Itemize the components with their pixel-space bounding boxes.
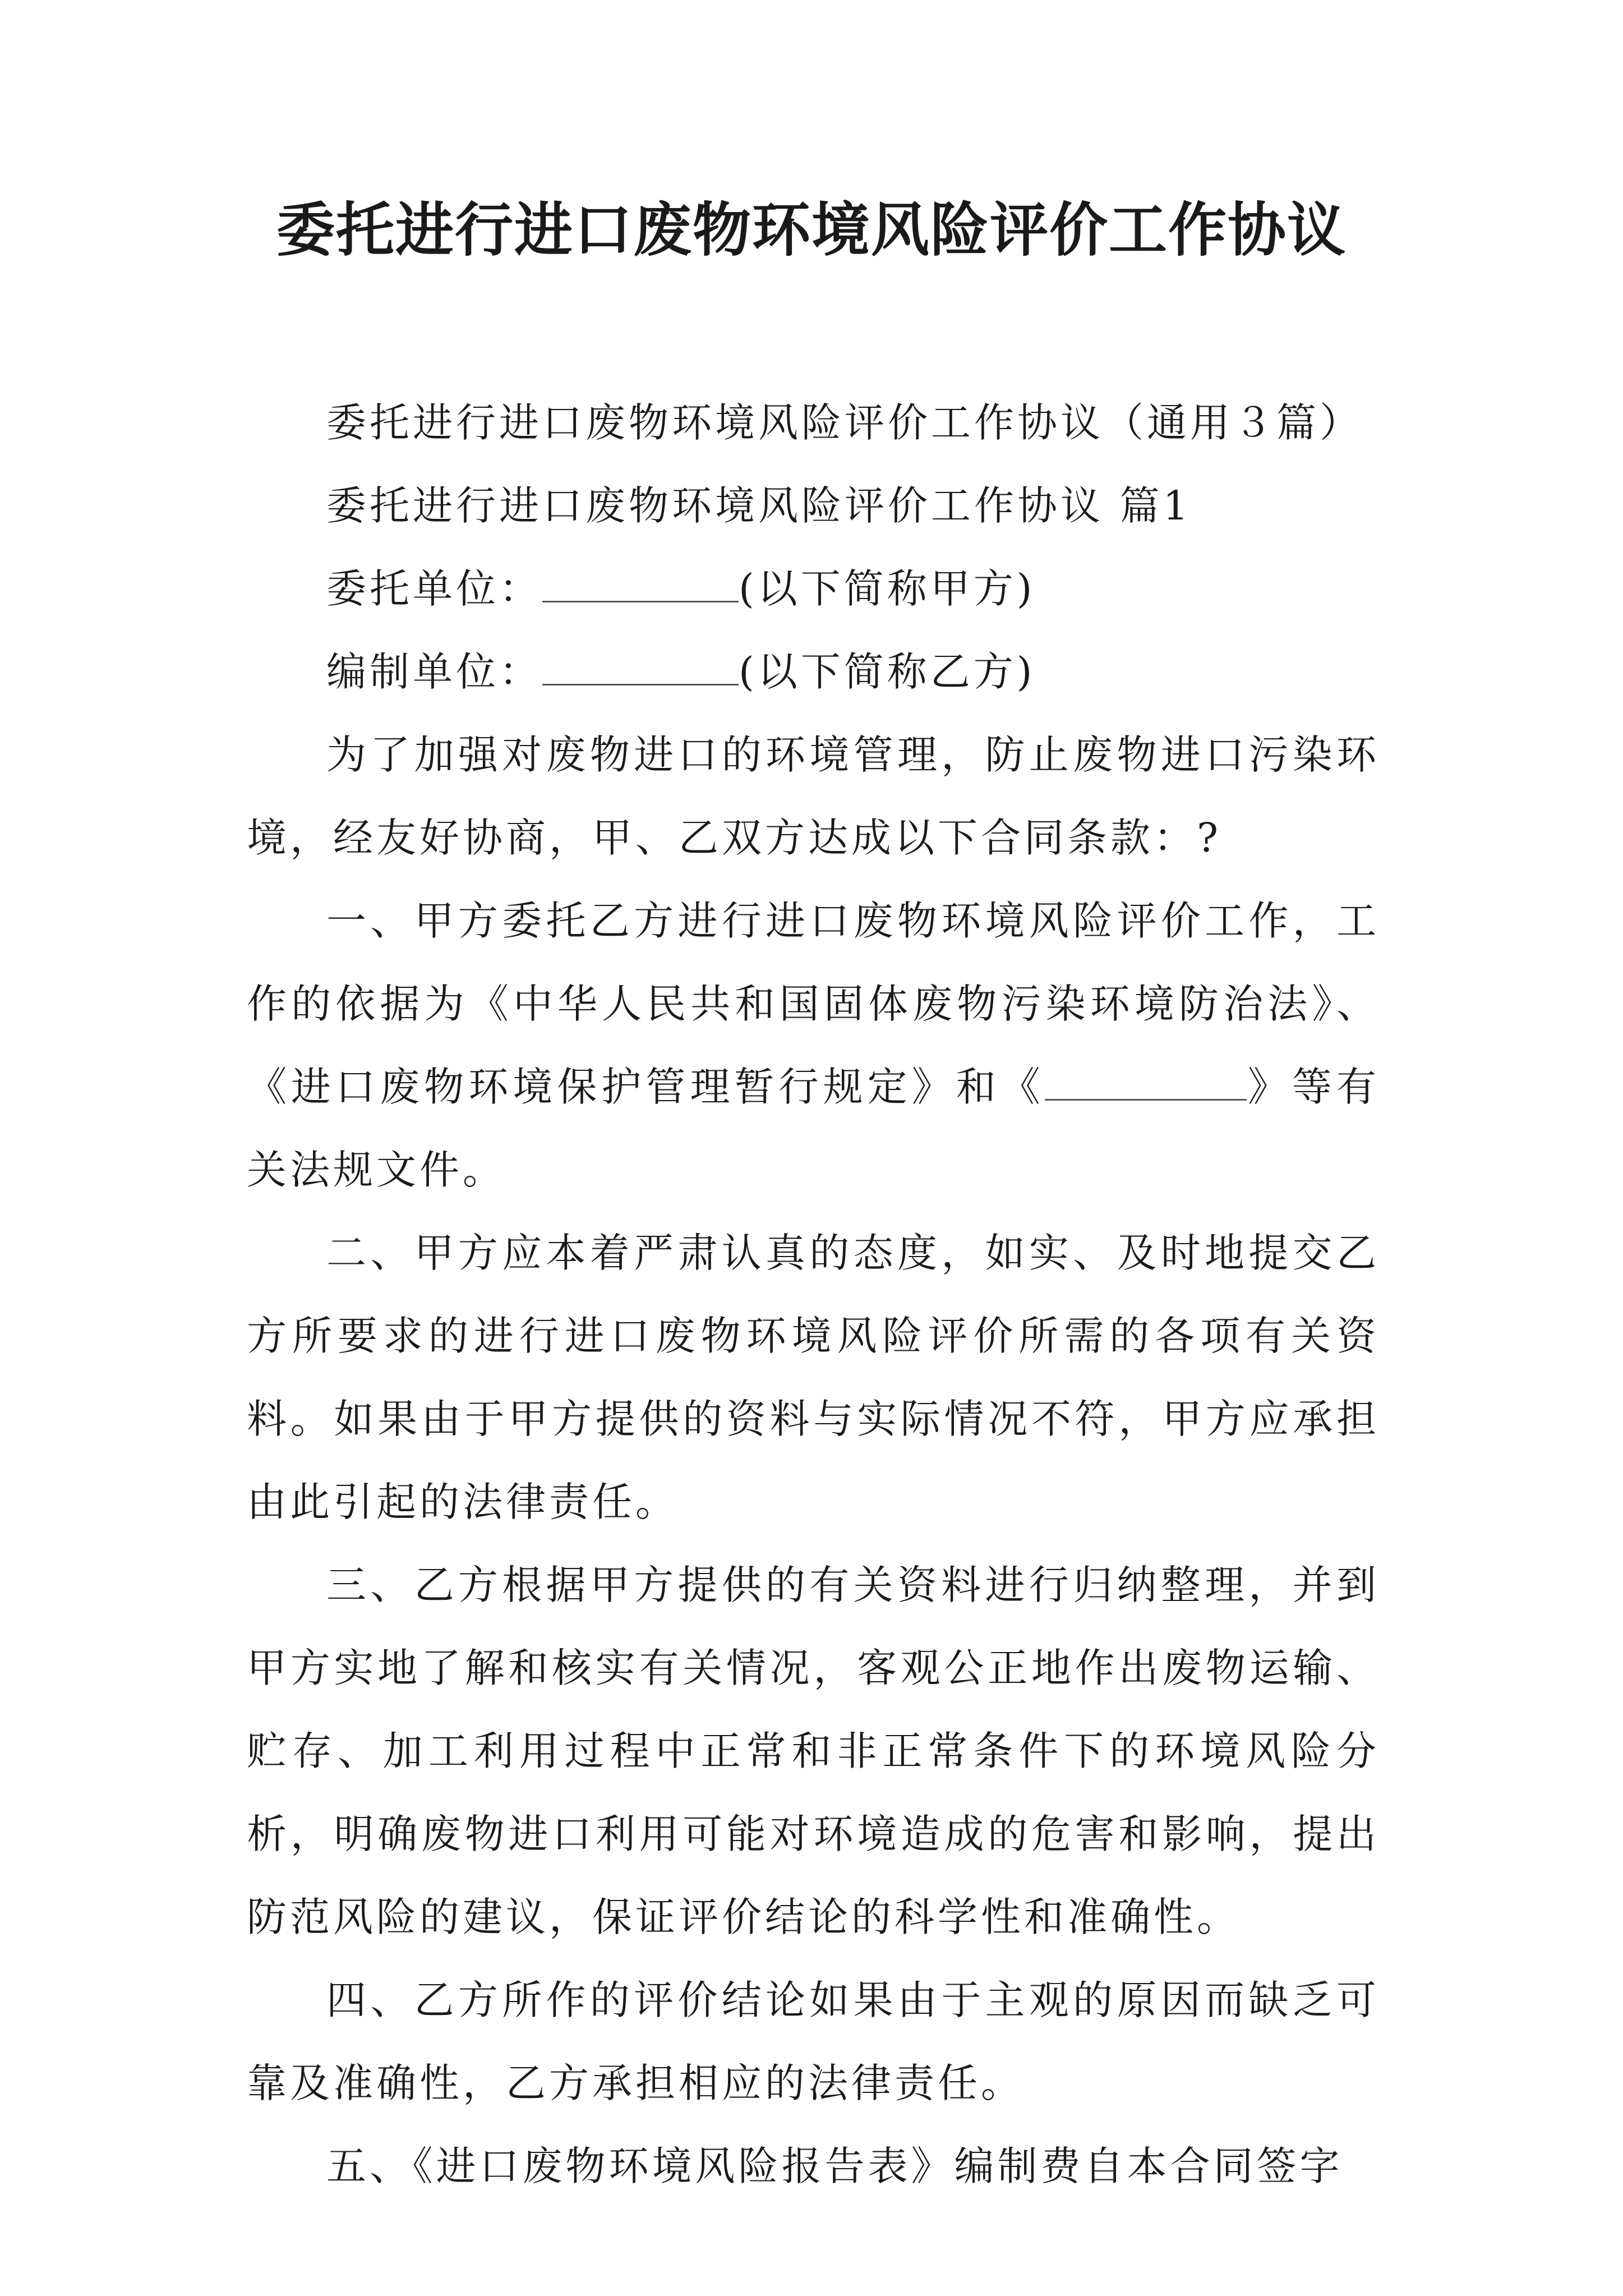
paragraph-clause-3: 三、乙方根据甲方提供的有关资料进行归纳整理，并到甲方实地了解和核实有关情况，客观公正地作出废物运输、贮存、加工利用过程中正常和非正常条件下的环境风险分析，明确废物进口利用可能对环境造成的危害和影响，提出防范风险的建议，保证评价结论的科学性和准确性。 (247, 1562, 1380, 1940)
document-body (247, 381, 1380, 2208)
clause-1-text-end: 》等有关法规文件。 (247, 1064, 1380, 1193)
paragraph-compiler-unit (247, 631, 1380, 714)
paragraph-clause-1 (247, 880, 1380, 1212)
client-unit-blank (542, 566, 739, 602)
paragraph-section-heading: 委托进行进口废物环境风险评价工作协议 篇1 (326, 482, 1192, 529)
paragraph-clause-5: 五、《进口废物环境风险报告表》编制费自本合同签字 (326, 2143, 1343, 2189)
client-unit-suffix: (以下简称甲方) (739, 565, 1036, 612)
compiler-unit-suffix: (以下简称乙方) (739, 648, 1036, 695)
document-title: 委托进行进口废物环境风险评价工作协议 (276, 196, 1347, 264)
client-unit-label: 委托单位： (326, 565, 543, 612)
paragraph-clause-4: 四、乙方所作的评价结论如果由于主观的原因而缺乏可靠及准确性，乙方承担相应的法律责任。 (247, 1977, 1380, 2106)
paragraph-client-unit (247, 547, 1380, 631)
compiler-unit-label: 编制单位： (326, 648, 543, 695)
clause-1-text: 一、甲方委托乙方进行进口废物环境风险评价工作，工作的依据为《中华人民共和国固体废物污染环境防治法》、《进口废物环境保护管理暂行规定》和《 (247, 898, 1380, 1110)
paragraph-preamble: 为了加强对废物进口的环境管理，防止废物进口污染环境，经友好协商，甲、乙双方达成以下合同条款：? (247, 731, 1380, 861)
paragraph-clause-2: 二、甲方应本着严肃认真的态度，如实、及时地提交乙方所要求的进行进口废物环境风险评价所需的各项有关资料。如果由于甲方提供的资料与实际情况不符，甲方应承担由此引起的法律责任。 (247, 1230, 1380, 1525)
regulation-blank (1045, 1064, 1247, 1101)
paragraph-subtitle: 委托进行进口废物环境风险评价工作协议（通用３篇） (326, 399, 1363, 446)
compiler-unit-blank (542, 649, 739, 685)
